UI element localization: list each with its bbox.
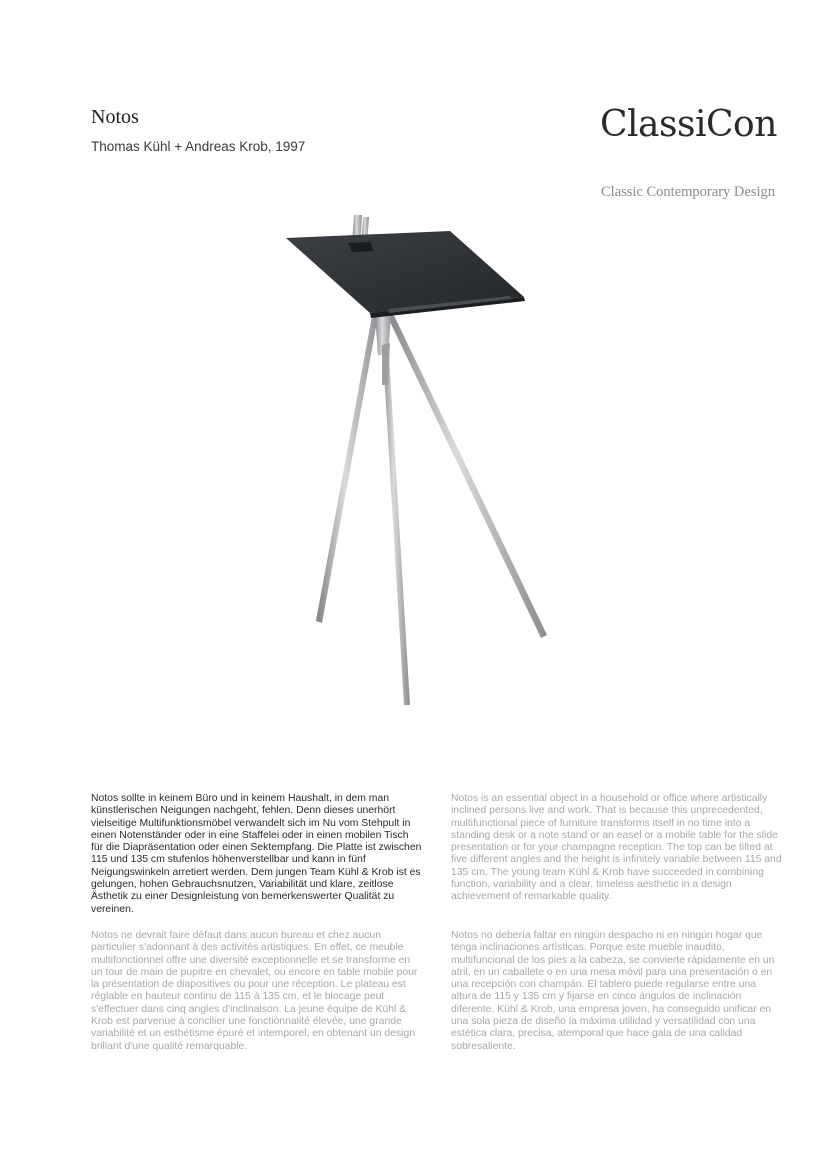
text-french (91, 930, 423, 1053)
paragraph-english: Notos is an essential object in a household or office where artistically inclined persons live and work. That is because this unprecedented, multifunctional piece of furniture transforms itself in no time into a standing desk or a note stand or an easel or a mobile table for the slide presentation or for your champagne reception. The top can be tilted at five different angles and the height is infinitely variable between 115 and 135 cm. The young team Kühl & Krob have succeeded in combining function, variability and a clear, timeless aesthetic in a design achievement of remarkable quality. (451, 793, 782, 903)
paragraph-german: Notos sollte in keinem Büro und in keinem Haushalt, in dem man künstlerischen Neigungen nachgeht, fehlen. Denn dieses unerhört vielseitige Multifunktionsmöbel verwandelt sich im Nu vom Stehpult in einen Notenständer oder in eine Staffelei oder in einen mobilen Tisch für die Diapräsentation oder einen Sektempfang. Die Platte ist zwischen 115 und 135 cm stufenlos höhenverstellbar und kann in fünf Neigungswinkeln arretiert werden. Dem jungen Team Kühl & Krob ist es gelungen, hohen Gebrauchsnutzen, Variabilität und klare, zeitlose Ästhetik zu einer Designleistung von bemerkenswerter Qualität zu vereinen. (91, 793, 422, 915)
text-spanish (451, 930, 783, 1053)
text-german (91, 793, 423, 916)
notos-stand-illustration (270, 205, 570, 715)
brand-tagline: Classic Contemporary Design (601, 184, 775, 200)
paragraph-spanish: Notos no debería faltar en ningún despacho ni en ningún hogar que tenga inclinaciones artísticas. Porque este mueble inaudito, multifuncional de los pies a la cabeza, se convierte rápidamente en un atril, en un caballete o en una mesa móvil para una presentación o en una recepción con champán. El tablero puede regularse entre una altura de 115 y 135 cm y fijarse en cinco ángulos de inclinación diferente. Kühl & Krob, una empresa joven, ha conseguido unificar en una sola pieza de diseño la máxima utilidad y versatilidad con una estética clara, precisa, atemporal que hace gala de una calidad sobresaliente. (451, 930, 775, 1052)
paragraph-french: Notos ne devrait faire défaut dans aucun bureau et chez aucun particulier s'adonnant à des activités artistiques. En effet, ce meuble multifonctionnel offre une diversité exceptionnelle et se transforme en un tour de main de pupitre en chevalet, ou encore en table mobile pour la présentation de diapositives ou pour une réception. Le plateau est réglable en hauteur continu de 115 à 135 cm, et le blocage peut s'effectuer dans cinq angles d'inclinaison. La jeune équipe de Kühl & Krob est parvenue à concilier une fonctionnalité élevée, une grande variabilité et un esthétisme épuré et intemporel, en obtenant un design brillant d'une qualité remarquable. (91, 930, 418, 1052)
designer-credit: Thomas Kühl + Andreas Krob, 1997 (91, 139, 306, 154)
brand-logo: ClassiCon (600, 104, 777, 145)
product-title: Notos (91, 106, 139, 128)
text-english (451, 793, 783, 904)
